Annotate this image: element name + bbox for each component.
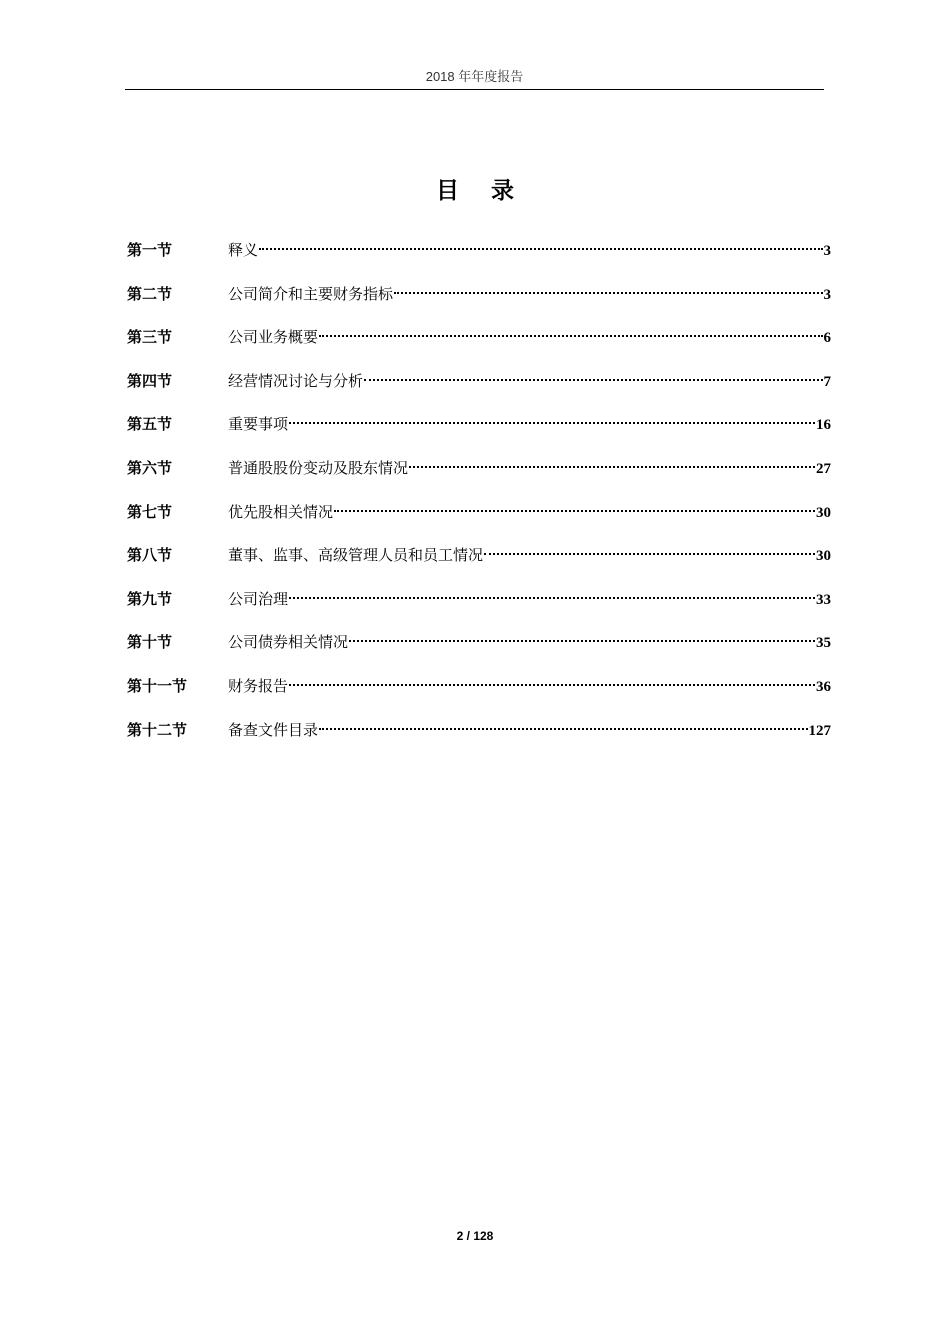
dot-leader <box>484 553 815 555</box>
toc-section-number: 第三节 <box>127 328 173 347</box>
toc-entry[interactable] <box>127 237 831 281</box>
toc-section-title: 董事、监事、高级管理人员和员工情况 <box>228 546 484 565</box>
page-header: 2018 年年度报告 <box>125 66 824 90</box>
toc-page-number: 16 <box>816 417 831 434</box>
toc-section-title: 公司业务概要 <box>228 328 319 347</box>
toc-section-title: 公司简介和主要财务指标 <box>228 284 394 303</box>
dot-leader <box>289 684 815 686</box>
toc-entry[interactable] <box>127 629 831 673</box>
dot-leader <box>259 248 822 250</box>
toc-entry[interactable] <box>127 717 831 761</box>
dot-leader <box>334 510 815 512</box>
toc-section-number: 第八节 <box>127 546 173 565</box>
dot-leader <box>289 597 815 599</box>
dot-leader <box>349 640 815 642</box>
toc-page-number: 3 <box>823 286 831 303</box>
toc-entry[interactable] <box>127 324 831 368</box>
toc-page-number: 30 <box>816 548 831 565</box>
toc-section-number: 第五节 <box>127 415 173 434</box>
toc-entry[interactable] <box>127 455 831 499</box>
toc-section-number: 第十节 <box>127 633 173 652</box>
toc-page-number: 6 <box>823 330 831 347</box>
toc-entry[interactable] <box>127 281 831 325</box>
toc-page-number: 7 <box>823 373 831 390</box>
toc-section-number: 第十二节 <box>127 720 188 739</box>
toc-section-number: 第二节 <box>127 284 173 303</box>
toc-section-title: 释义 <box>228 241 259 259</box>
toc-section-number: 第七节 <box>127 502 173 521</box>
toc-entry[interactable] <box>127 499 831 543</box>
toc-page-number: 27 <box>816 460 831 477</box>
page-title: 目 录 <box>435 178 526 204</box>
toc-section-number: 第一节 <box>127 241 173 259</box>
toc-page-number: 36 <box>816 678 831 695</box>
toc-section-title: 公司治理 <box>228 589 289 608</box>
dot-leader <box>364 379 822 381</box>
toc-entry[interactable] <box>127 586 831 630</box>
toc-entry[interactable] <box>127 542 831 586</box>
toc-section-number: 第四节 <box>127 371 173 390</box>
toc-section-title: 财务报告 <box>228 676 289 695</box>
toc-page-number: 33 <box>816 591 831 608</box>
toc-page-number: 35 <box>816 635 831 652</box>
dot-leader <box>394 292 822 294</box>
toc-entry[interactable] <box>127 368 831 412</box>
toc-section-title: 普通股股份变动及股东情况 <box>228 458 409 477</box>
toc-section-title: 备查文件目录 <box>228 720 319 739</box>
dot-leader <box>319 728 807 730</box>
toc-section-number: 第六节 <box>127 458 173 477</box>
toc-page-number: 30 <box>816 504 831 521</box>
toc-section-title: 经营情况讨论与分析 <box>228 371 364 390</box>
dot-leader <box>289 422 815 424</box>
toc-entry[interactable] <box>127 673 831 717</box>
toc-section-number: 第九节 <box>127 589 173 608</box>
toc-section-title: 公司债券相关情况 <box>228 633 349 652</box>
dot-leader <box>319 335 822 337</box>
dot-leader <box>409 466 815 468</box>
toc-page-number: 127 <box>808 722 831 739</box>
toc-page-number: 3 <box>823 243 831 259</box>
table-of-contents <box>127 237 831 760</box>
toc-section-title: 重要事项 <box>228 415 289 434</box>
page-footer-number: 2 / 128 <box>456 1229 494 1243</box>
toc-entry[interactable] <box>127 411 831 455</box>
toc-section-number: 第十一节 <box>127 676 188 695</box>
toc-section-title: 优先股相关情况 <box>228 502 334 521</box>
